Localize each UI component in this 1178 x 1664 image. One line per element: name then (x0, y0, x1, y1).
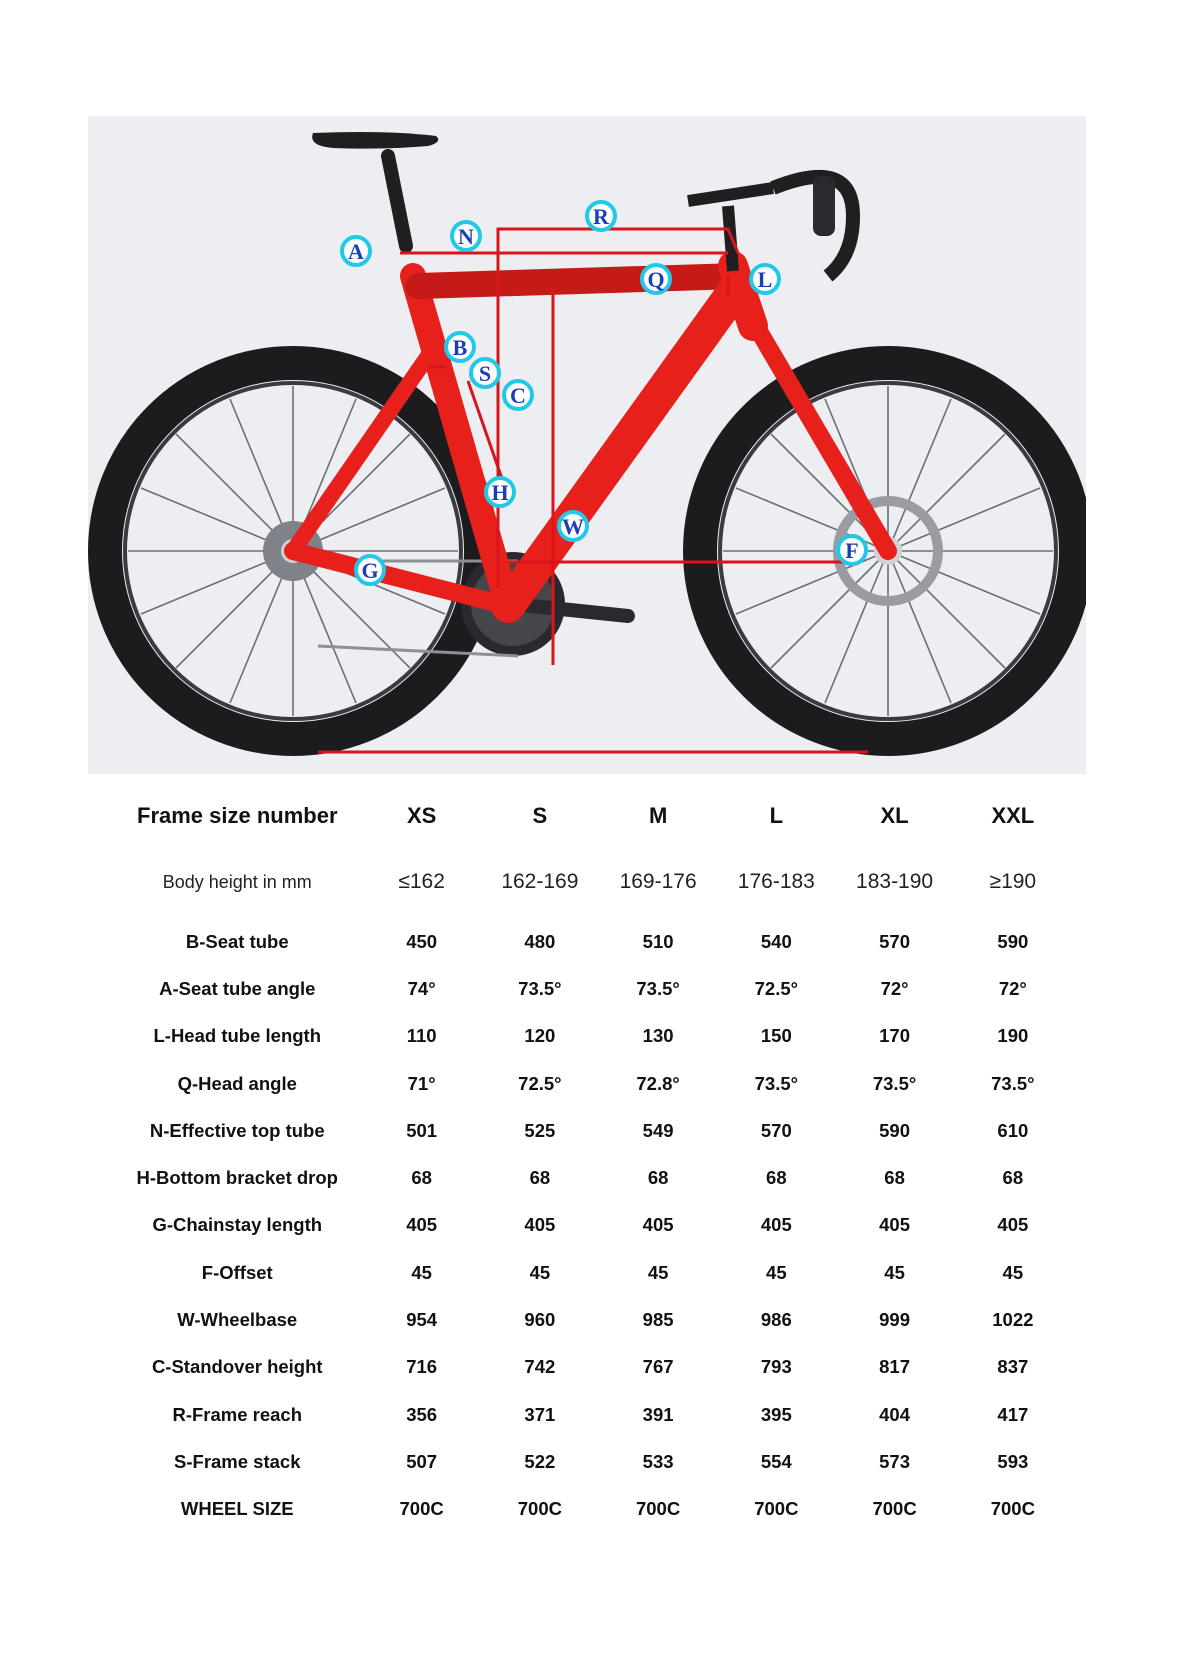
table-cell: 170 (879, 1025, 910, 1047)
table-cell: 371 (524, 1403, 556, 1425)
row-label: L-Head tube length (153, 1025, 322, 1047)
table-row (112, 1438, 1072, 1485)
table-cell: 507 (406, 1450, 438, 1472)
row-label: A-Seat tube angle (159, 977, 316, 999)
table-cell: 68 (884, 1167, 905, 1189)
table-cell: 593 (997, 1450, 1029, 1472)
table-cell: 700C (990, 1498, 1035, 1520)
table-cell: 960 (524, 1309, 556, 1331)
table-cell: 68 (1002, 1167, 1024, 1189)
table-cell: 73.5° (518, 977, 562, 999)
table-cell: 533 (642, 1450, 674, 1472)
table-cell: 999 (879, 1309, 910, 1331)
table-cell: 68 (766, 1167, 787, 1189)
table-cell: 71° (407, 1072, 436, 1094)
body-height-row (112, 846, 1072, 918)
table-cell: 405 (406, 1214, 438, 1236)
size-header: S (532, 803, 548, 828)
table-cell: 150 (760, 1025, 792, 1047)
table-cell: 391 (642, 1403, 674, 1425)
table-cell: 700C (517, 1498, 562, 1520)
size-header: XS (406, 803, 437, 828)
table-cell: 837 (997, 1356, 1029, 1378)
diagram-label-text: C (510, 383, 526, 408)
table-row (112, 1060, 1072, 1107)
table-cell: 570 (760, 1119, 792, 1141)
table-cell: 954 (406, 1309, 438, 1331)
table-cell: 986 (760, 1309, 792, 1331)
body-height-value: ≥190 (989, 870, 1037, 893)
size-header: XXL (991, 803, 1035, 828)
diagram-label-badge (504, 381, 532, 409)
diagram-label-badge (486, 478, 514, 506)
table-row (112, 1154, 1072, 1201)
table-cell: 540 (760, 930, 792, 952)
table-cell: 68 (411, 1167, 432, 1189)
table-row (112, 1391, 1072, 1438)
table-cell: 985 (642, 1309, 674, 1331)
diagram-label-badge (446, 333, 474, 361)
diagram-label-text: Q (647, 267, 665, 292)
body-height-value: ≤162 (398, 870, 445, 893)
diagram-label-badge (452, 222, 480, 250)
table-cell: 405 (997, 1214, 1029, 1236)
table-cell: 72.5° (518, 1072, 562, 1094)
row-label: W-Wheelbase (177, 1309, 298, 1331)
table-cell: 72° (880, 977, 909, 999)
table-cell: 405 (524, 1214, 556, 1236)
body-height-label: Body height in mm (162, 871, 312, 892)
table-row (112, 1107, 1072, 1154)
table-cell: 73.5° (991, 1072, 1035, 1094)
table-cell: 570 (879, 930, 910, 952)
table-cell: 417 (997, 1403, 1029, 1425)
diagram-label-badge (342, 237, 370, 265)
diagram-label-text: S (478, 361, 492, 386)
table-cell: 700C (635, 1498, 681, 1520)
diagram-label-text: R (593, 204, 609, 229)
body-height-value: 162-169 (501, 870, 579, 893)
table-cell: 404 (879, 1403, 910, 1425)
diagram-label-text: L (757, 267, 773, 292)
table-cell: 45 (884, 1261, 905, 1283)
table-cell: 700C (754, 1498, 799, 1520)
diagram-label-text: A (348, 239, 364, 264)
table-cell: 817 (879, 1356, 910, 1378)
size-header: L (769, 803, 784, 828)
row-label: H-Bottom bracket drop (136, 1167, 338, 1189)
table-cell: 68 (647, 1167, 669, 1189)
table-cell: 510 (642, 930, 674, 952)
table-cell: 405 (642, 1214, 674, 1236)
table-cell: 700C (399, 1498, 444, 1520)
size-header-row (112, 786, 1072, 846)
table-cell: 501 (406, 1119, 438, 1141)
table-row (112, 1486, 1072, 1533)
table-cell: 45 (529, 1261, 551, 1283)
frame-geometry-table (112, 786, 1072, 1533)
table-cell: 74° (407, 977, 436, 999)
table-cell: 130 (642, 1025, 674, 1047)
row-label: WHEEL SIZE (180, 1498, 294, 1520)
table-cell: 716 (406, 1356, 438, 1378)
table-cell: 110 (406, 1025, 437, 1047)
row-label: Q-Head angle (177, 1072, 297, 1094)
table-cell: 590 (997, 930, 1029, 952)
table-cell: 72.8° (636, 1072, 680, 1094)
diagram-label-text: N (458, 224, 474, 249)
table-cell: 480 (524, 930, 556, 952)
table-cell: 405 (879, 1214, 910, 1236)
body-height-value: 176-183 (737, 870, 815, 893)
table-row (112, 1296, 1072, 1343)
row-label: R-Frame reach (172, 1403, 303, 1425)
diagram-label-badge (356, 556, 384, 584)
table-cell: 72.5° (754, 977, 799, 999)
row-label: C-Standover height (151, 1356, 323, 1378)
table-cell: 610 (997, 1119, 1029, 1141)
table-cell: 45 (1002, 1261, 1024, 1283)
table-cell: 45 (766, 1261, 787, 1283)
table-cell: 73.5° (636, 977, 680, 999)
table-cell: 72° (998, 977, 1027, 999)
table-cell: 450 (406, 930, 438, 952)
table-row (112, 965, 1072, 1012)
row-label: N-Effective top tube (149, 1119, 325, 1141)
table-cell: 554 (760, 1450, 792, 1472)
table-cell: 700C (872, 1498, 917, 1520)
diagram-label-badge (587, 202, 615, 230)
diagram-label-text: B (452, 335, 468, 360)
table-cell: 793 (760, 1356, 792, 1378)
table-row (112, 1344, 1072, 1391)
table-cell: 395 (760, 1403, 792, 1425)
table-cell: 525 (524, 1119, 556, 1141)
bike-geometry-photo (88, 116, 1086, 774)
row-label: B-Seat tube (185, 930, 289, 952)
table-cell: 573 (879, 1450, 910, 1472)
table-cell: 190 (997, 1025, 1029, 1047)
row-label: F-Offset (201, 1261, 273, 1283)
diagram-label-text: F (845, 538, 859, 563)
table-cell: 590 (879, 1119, 910, 1141)
table-cell: 73.5° (754, 1072, 799, 1094)
diagram-label-text: W (562, 514, 584, 539)
row-label: G-Chainstay length (152, 1214, 323, 1236)
table-cell: 549 (642, 1119, 674, 1141)
table-cell: 356 (406, 1403, 438, 1425)
table-cell: 45 (647, 1261, 669, 1283)
table-row (112, 918, 1072, 965)
diagram-label-badge (471, 359, 499, 387)
table-cell: 522 (524, 1450, 556, 1472)
frame-size-header: Frame size number (137, 803, 338, 828)
table-row (112, 1013, 1072, 1060)
diagram-label-text: H (491, 480, 509, 505)
table-cell: 68 (529, 1167, 551, 1189)
body-height-value: 169-176 (619, 870, 697, 893)
diagram-label-badge (838, 536, 866, 564)
diagram-label-badge (559, 512, 587, 540)
row-label: S-Frame stack (174, 1450, 301, 1472)
diagram-label-badge (642, 265, 670, 293)
size-header: XL (880, 803, 909, 828)
body-height-value: 183-190 (856, 870, 934, 893)
table-cell: 742 (524, 1356, 556, 1378)
bike-illustration (88, 116, 1086, 774)
table-cell: 767 (642, 1356, 674, 1378)
table-cell: 405 (760, 1214, 792, 1236)
diagram-label-badge (751, 265, 779, 293)
table-row (112, 1202, 1072, 1249)
table-cell: 120 (524, 1025, 556, 1047)
table-row (112, 1249, 1072, 1296)
table-cell: 45 (411, 1261, 432, 1283)
size-header: M (648, 803, 668, 828)
table-cell: 1022 (992, 1309, 1034, 1331)
diagram-label-text: G (361, 558, 379, 583)
table-cell: 73.5° (872, 1072, 917, 1094)
